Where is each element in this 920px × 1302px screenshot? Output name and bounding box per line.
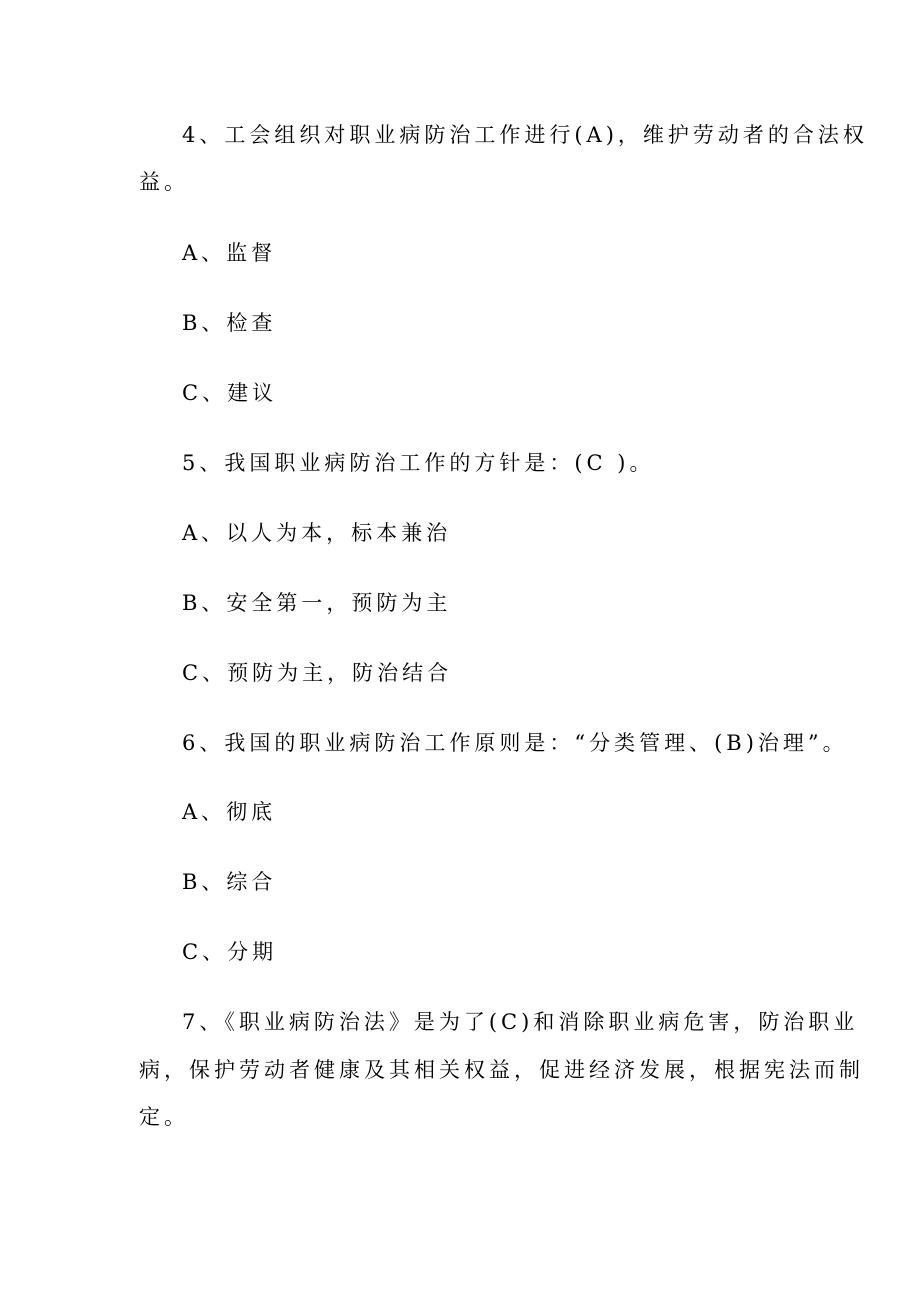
question-5-option-a: A、以人为本，标本兼治 bbox=[182, 521, 452, 545]
question-5-option-b: B、安全第一，预防为主 bbox=[182, 591, 452, 615]
question-5-option-c: C、预防为主，防治结合 bbox=[182, 661, 453, 685]
question-4-option-c: C、建议 bbox=[182, 381, 278, 405]
question-4-option-a: A、监督 bbox=[182, 241, 277, 265]
question-7-text-line-2: 病，保护劳动者健康及其相关权益，促进经济发展，根据宪法而制 bbox=[139, 1058, 864, 1082]
question-7-text-line-1: 7、《职业病防治法》是为了(C)和消除职业病危害，防治职业 bbox=[182, 1010, 859, 1034]
question-5-text-line-1: 5、我国职业病防治工作的方针是：(C )。 bbox=[182, 451, 655, 475]
question-6-option-b: B、综合 bbox=[182, 870, 277, 894]
question-4-option-b: B、检查 bbox=[182, 311, 277, 335]
question-6-option-c: C、分期 bbox=[182, 940, 278, 964]
question-7-text-line-3: 定。 bbox=[139, 1105, 189, 1129]
question-6-option-a: A、彻底 bbox=[182, 800, 277, 824]
question-6-text-line-1: 6、我国的职业病防治工作原则是：“分类管理、(B)治理”。 bbox=[182, 731, 848, 755]
question-4-text-line-1: 4、工会组织对职业病防治工作进行(A)，维护劳动者的合法权 bbox=[182, 123, 868, 147]
question-4-text-line-2: 益。 bbox=[139, 170, 189, 194]
